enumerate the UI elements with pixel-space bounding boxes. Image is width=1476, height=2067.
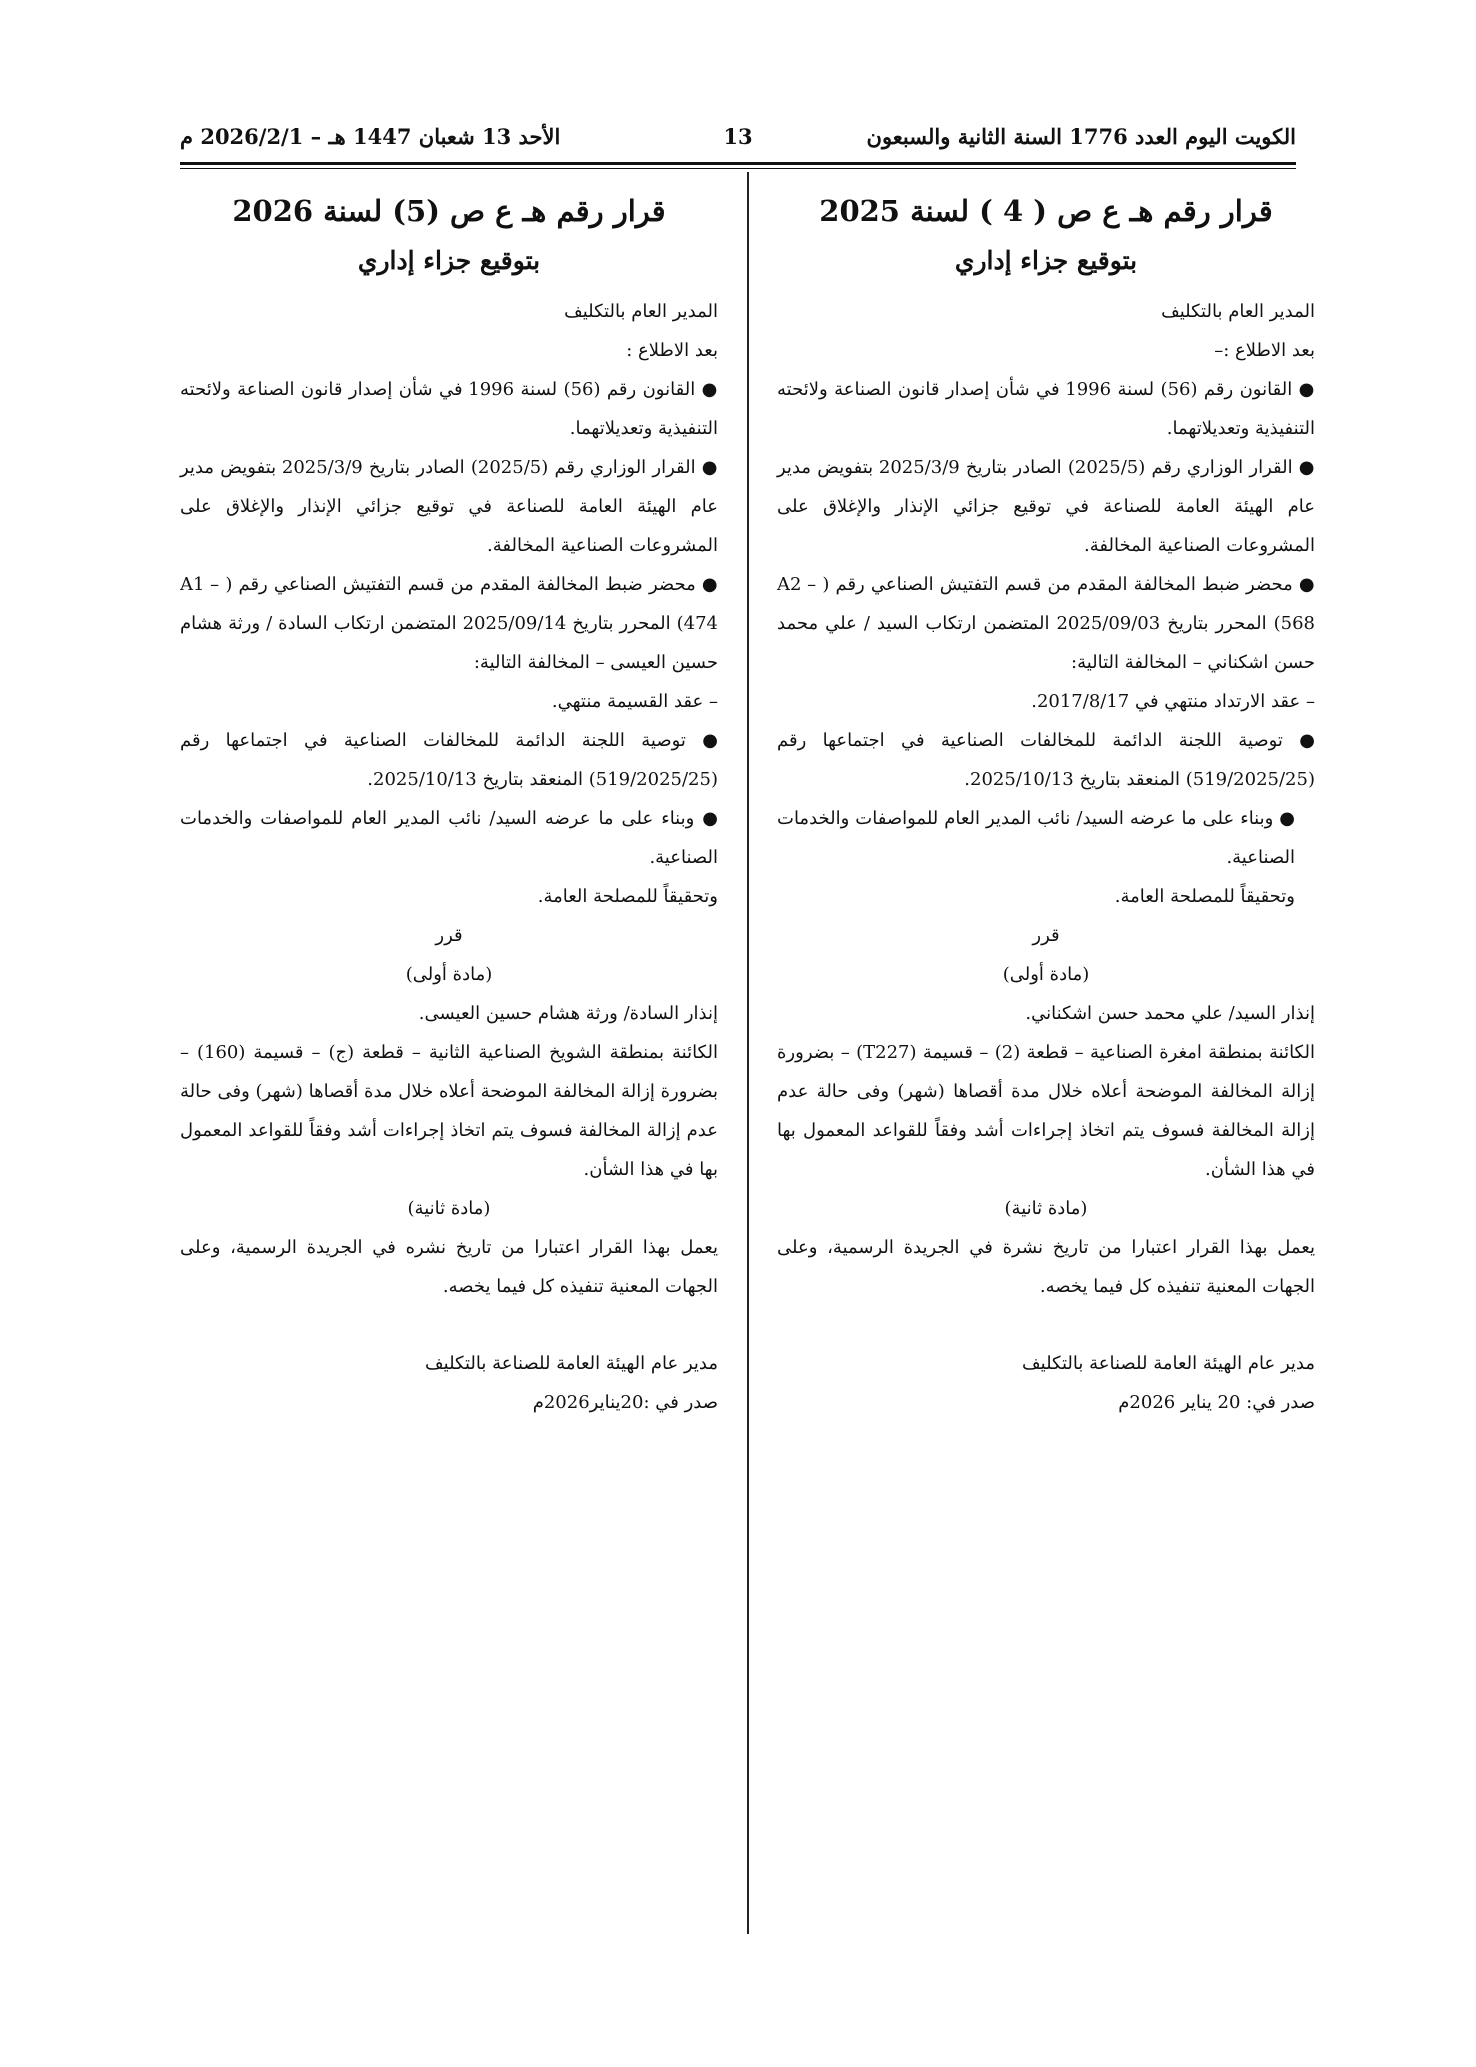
article-2-body: يعمل بهذا القرار اعتبارا من تاريخ نشرة في الجريدة الرسمية، وعلى الجهات المعنية تنفيذه كل فيما يخصه. [777, 1237, 1315, 1297]
gazette-issue-info: الكويت اليوم العدد 1776 السنة الثانية والسبعون [866, 124, 1296, 149]
violation-line: – عقد الارتداد منتهي في 2017/8/17. [1031, 691, 1315, 712]
decision-subtitle: بتوقيع جزاء إداري [954, 246, 1138, 275]
preamble-item-law: ● القانون رقم (56) لسنة 1996 في شأن إصدار قانون الصناعة ولائحته التنفيذية وتعديلاتهما. [180, 379, 718, 439]
decision-column-right [777, 186, 1315, 1422]
decided-heading: قرر [1032, 925, 1060, 946]
decision-subtitle: بتوقيع جزاء إداري [357, 246, 541, 275]
decided-heading: قرر [435, 925, 463, 946]
header-rule-thick [180, 162, 1296, 165]
issued-date: صدر في :20يناير2026م [532, 1392, 718, 1413]
issue-date: الأحد 13 شعبان 1447 هـ – 2026/2/1 م [180, 124, 561, 149]
article-1-body: الكائنة بمنطقة الشويخ الصناعية الثانية – قطعة (ج) – قسيمة (160) – بضرورة إزالة المخالفة الموضحة أعلاه خلال مدة أقصاها (شهر) وفى حالة عدم إزالة المخالفة فسوف يتم اتخاذ إجراءات أشد وفقاً للقواعد المعمول بها في هذا الشأن. [180, 1042, 718, 1180]
preamble-item-violation-report: ● محضر ضبط المخالفة المقدم من قسم التفتيش الصناعي رقم ( A1 –474) المحرر بتاريخ 2025/09/14 المتضمن ارتكاب السادة / ورثة هشام حسين العيسى – المخالفة التالية: [180, 574, 718, 673]
after-review-line: بعد الاطلاع : [626, 340, 718, 361]
article-1-warning: إنذار السيد/ علي محمد حسن اشكناني. [1025, 1003, 1315, 1024]
public-interest-line: وتحقيقاً للمصلحة العامة. [1114, 886, 1295, 907]
preamble-item-deputy: ● وبناء على ما عرضه السيد/ نائب المدير العام للمواصفات والخدمات الصناعية. [180, 808, 718, 868]
issuer-line: المدير العام بالتكليف [1161, 301, 1315, 322]
article-2-body: يعمل بهذا القرار اعتبارا من تاريخ نشره في الجريدة الرسمية، وعلى الجهات المعنية تنفيذه كل فيما يخصه. [180, 1237, 718, 1297]
signature-line: مدير عام الهيئة العامة للصناعة بالتكليف [425, 1353, 718, 1374]
after-review-line: بعد الاطلاع :– [1214, 340, 1315, 361]
page-header [180, 118, 1296, 158]
preamble-item-ministerial-decision: ● القرار الوزاري رقم (2025/5) الصادر بتاريخ 2025/3/9 بتفويض مدير عام الهيئة العامة للصناعة في توقيع جزائي الإنذار والإغلاق على المشروعات الصناعية المخالفة. [180, 457, 718, 556]
preamble-item-violation-report: ● محضر ضبط المخالفة المقدم من قسم التفتيش الصناعي رقم ( A2 –568) المحرر بتاريخ 2025/09/03 المتضمن ارتكاب السيد / علي محمد حسن اشكناني – المخالفة التالية: [777, 574, 1316, 673]
decision-title: قرار رقم هـ ع ص (5) لسنة 2026 [232, 194, 666, 228]
article-1-heading: (مادة أولى) [1002, 964, 1090, 985]
preamble-item-ministerial-decision: ● القرار الوزاري رقم (2025/5) الصادر بتاريخ 2025/3/9 بتفويض مدير عام الهيئة العامة للصناعة في توقيع جزائي الإنذار والإغلاق على المشروعات الصناعية المخالفة. [777, 457, 1315, 556]
article-2-heading: (مادة ثانية) [407, 1198, 491, 1219]
article-1-body: الكائنة بمنطقة امغرة الصناعية – قطعة (2) – قسيمة (T227) – بضرورة إزالة المخالفة الموضحة أعلاه خلال مدة أقصاها (شهر) وفى حالة عدم إزالة المخالفة فسوف يتم اتخاذ إجراءات أشد وفقاً للقواعد المعمول بها في هذا الشأن. [777, 1042, 1315, 1180]
issuer-line: المدير العام بالتكليف [564, 301, 718, 322]
public-interest-line: وتحقيقاً للمصلحة العامة. [537, 886, 718, 907]
preamble-item-deputy: ● وبناء على ما عرضه السيد/ نائب المدير العام للمواصفات والخدمات الصناعية. [777, 808, 1295, 868]
issued-date: صدر في: 20 يناير 2026م [1118, 1392, 1315, 1413]
article-2-heading: (مادة ثانية) [1004, 1198, 1088, 1219]
decision-column-left [180, 186, 718, 1422]
article-1-heading: (مادة أولى) [405, 964, 493, 985]
preamble-item-committee: ● توصية اللجنة الدائمة للمخالفات الصناعية في اجتماعها رقم (519/2025/25) المنعقد بتاريخ 2025/10/13. [180, 730, 718, 790]
preamble-item-law: ● القانون رقم (56) لسنة 1996 في شأن إصدار قانون الصناعة ولائحته التنفيذية وتعديلاتهما. [777, 379, 1315, 439]
header-rule-thin [180, 168, 1296, 169]
signature-line: مدير عام الهيئة العامة للصناعة بالتكليف [1022, 1353, 1315, 1374]
article-1-warning: إنذار السادة/ ورثة هشام حسين العيسى. [418, 1003, 718, 1024]
page-number: 13 [723, 124, 753, 149]
violation-line: – عقد القسيمة منتهي. [551, 691, 718, 712]
column-divider [747, 172, 749, 1934]
decision-title: قرار رقم هـ ع ص ( 4 ) لسنة 2025 [819, 194, 1273, 228]
preamble-item-committee: ● توصية اللجنة الدائمة للمخالفات الصناعية في اجتماعها رقم (519/2025/25) المنعقد بتاريخ 2025/10/13. [777, 730, 1315, 790]
